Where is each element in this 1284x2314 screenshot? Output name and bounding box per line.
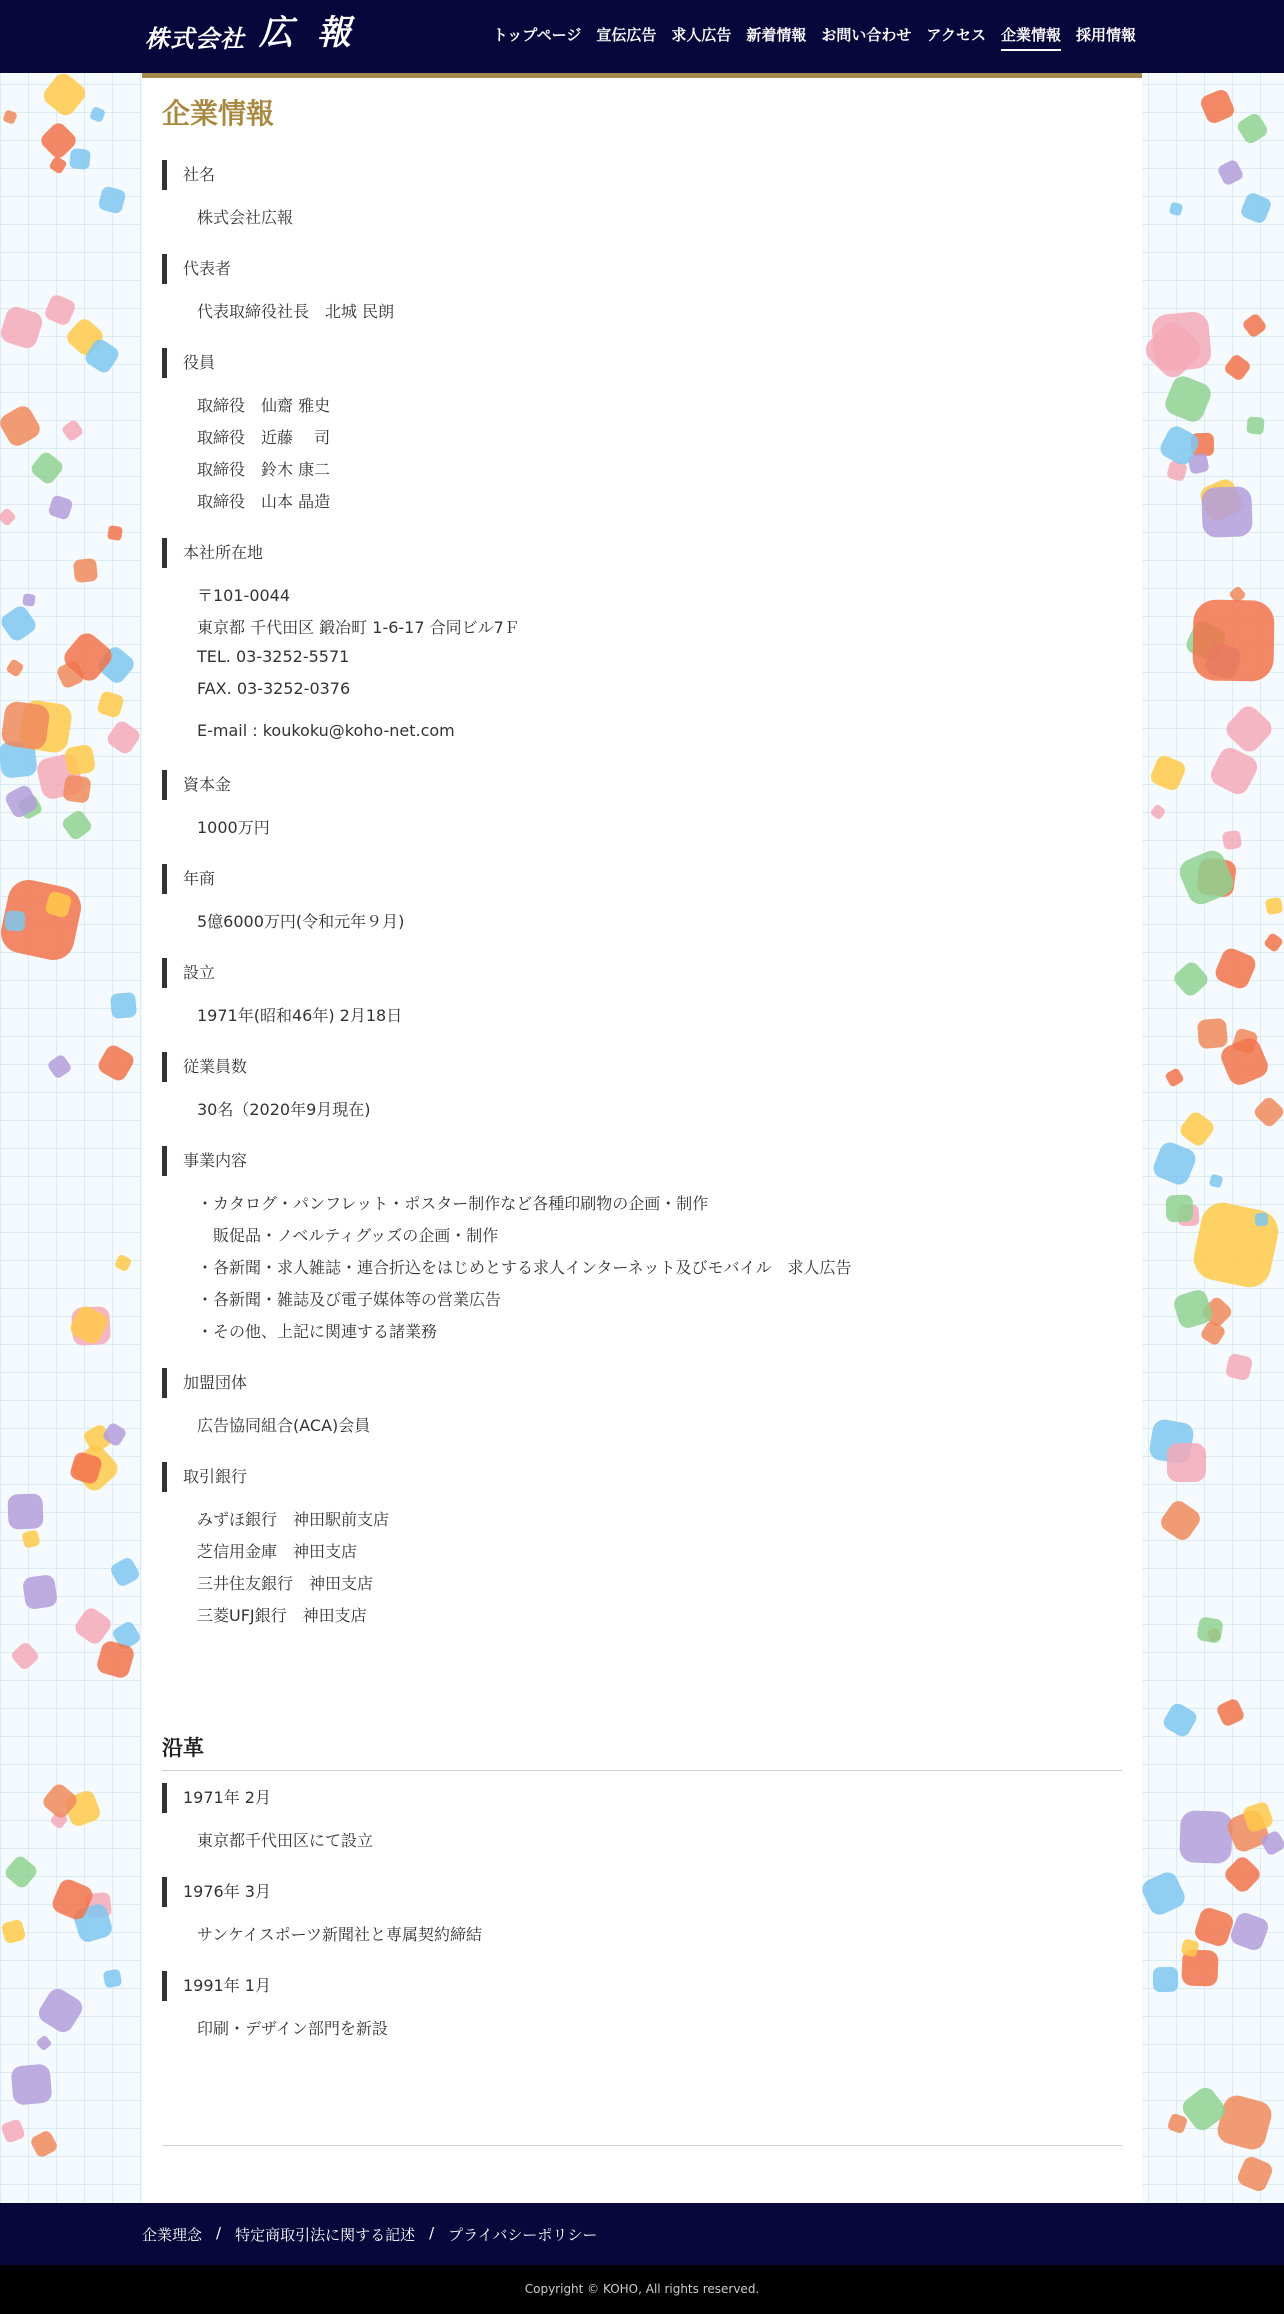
puzzle-piece-icon bbox=[1265, 897, 1284, 916]
puzzle-piece-icon bbox=[35, 1985, 86, 2036]
puzzle-piece-icon bbox=[1177, 1109, 1216, 1148]
postal-code: 〒101-0044 bbox=[197, 586, 291, 605]
puzzle-piece-icon bbox=[96, 1043, 137, 1084]
label-officers: 役員 bbox=[162, 348, 215, 378]
puzzle-piece-icon bbox=[73, 558, 98, 583]
puzzle-piece-icon bbox=[1215, 1697, 1246, 1728]
officer-item: 取締役 山本 晶造 bbox=[197, 492, 331, 511]
footer-link-privacy[interactable]: プライバシーポリシー bbox=[448, 2226, 598, 2244]
puzzle-piece-icon bbox=[1254, 1212, 1268, 1226]
history-divider bbox=[162, 1770, 1122, 1771]
puzzle-piece-icon bbox=[0, 304, 45, 351]
global-nav bbox=[478, 24, 1136, 51]
business-item: ・各新聞・求人雑誌・連合折込をはじめとする求人インターネット及びモバイル 求人広告 bbox=[197, 1258, 852, 1277]
puzzle-piece-icon bbox=[1207, 744, 1261, 798]
puzzle-piece-icon bbox=[105, 719, 143, 757]
label-company-name: 社名 bbox=[162, 160, 215, 190]
label-founded: 設立 bbox=[162, 958, 215, 988]
label-business: 事業内容 bbox=[162, 1146, 247, 1176]
puzzle-piece-icon bbox=[48, 155, 67, 174]
label-representative: 代表者 bbox=[162, 254, 231, 284]
puzzle-piece-icon bbox=[1162, 373, 1214, 425]
puzzle-piece-icon bbox=[21, 1529, 40, 1548]
employee-count: 30名（2020年9月現在) bbox=[197, 1100, 371, 1119]
puzzle-piece-icon bbox=[1167, 2113, 1189, 2135]
puzzle-piece-icon bbox=[0, 700, 51, 751]
puzzle-piece-icon bbox=[96, 690, 125, 719]
puzzle-piece-icon bbox=[1252, 1095, 1284, 1129]
puzzle-piece-icon bbox=[1201, 486, 1253, 538]
puzzle-piece-icon bbox=[89, 106, 106, 123]
site-logo[interactable] bbox=[145, 14, 375, 54]
label-employees: 従業員数 bbox=[162, 1052, 247, 1082]
puzzle-piece-icon bbox=[40, 70, 89, 119]
representative: 代表取締役社長 北城 民朗 bbox=[197, 302, 395, 321]
puzzle-piece-icon bbox=[60, 808, 94, 842]
footer-nav bbox=[0, 2203, 1284, 2265]
logo-name: 広報 bbox=[259, 13, 375, 53]
puzzle-piece-icon bbox=[4, 910, 25, 931]
puzzle-piece-icon bbox=[114, 1254, 133, 1273]
nav-item-top[interactable]: トップページ bbox=[492, 26, 582, 44]
puzzle-piece-icon bbox=[1161, 1701, 1199, 1739]
nav-item-access[interactable]: アクセス bbox=[926, 26, 986, 44]
bank-item: 三菱UFJ銀行 神田支店 bbox=[197, 1606, 367, 1625]
puzzle-piece-icon bbox=[10, 2063, 52, 2105]
copyright: Copyright © KOHO, All rights reserved. bbox=[0, 2265, 1284, 2314]
bank-item: みずほ銀行 神田駅前支店 bbox=[197, 1510, 390, 1529]
main-content bbox=[142, 73, 1142, 2203]
puzzle-piece-icon bbox=[0, 507, 17, 527]
puzzle-piece-icon bbox=[1235, 2154, 1274, 2193]
puzzle-piece-icon bbox=[1193, 1906, 1236, 1949]
puzzle-piece-icon bbox=[1241, 312, 1268, 339]
puzzle-piece-icon bbox=[1228, 1910, 1270, 1952]
puzzle-piece-icon bbox=[1164, 1067, 1184, 1087]
puzzle-piece-icon bbox=[2, 109, 18, 125]
tel-number: TEL. 03-3252-5571 bbox=[197, 647, 350, 666]
puzzle-piece-icon bbox=[1198, 87, 1236, 125]
fax-number: FAX. 03-3252-0376 bbox=[197, 679, 351, 698]
history-title: 沿革 bbox=[162, 1736, 204, 1760]
puzzle-piece-icon bbox=[1196, 1616, 1224, 1644]
puzzle-piece-icon bbox=[1222, 830, 1242, 850]
puzzle-piece-icon bbox=[3, 1854, 40, 1891]
site-header bbox=[0, 0, 1284, 73]
officer-item: 取締役 鈴木 康二 bbox=[197, 460, 331, 479]
puzzle-piece-icon bbox=[0, 403, 43, 449]
puzzle-piece-icon bbox=[107, 525, 123, 541]
puzzle-piece-icon bbox=[103, 1969, 123, 1989]
puzzle-piece-icon bbox=[22, 1574, 58, 1610]
puzzle-piece-icon bbox=[1176, 847, 1238, 909]
label-capital: 資本金 bbox=[162, 770, 231, 800]
puzzle-piece-icon bbox=[1190, 1199, 1283, 1292]
label-address: 本社所在地 bbox=[162, 538, 263, 568]
nav-item-news[interactable]: 新着情報 bbox=[746, 26, 807, 44]
puzzle-piece-icon bbox=[0, 603, 39, 643]
puzzle-piece-icon bbox=[1158, 1498, 1204, 1544]
business-item: ・各新聞・雑誌及び電子媒体等の営業広告 bbox=[197, 1290, 502, 1309]
footer-separator: / bbox=[429, 2224, 435, 2242]
puzzle-piece-icon bbox=[1150, 804, 1167, 821]
history-event: 印刷・デザイン部門を新設 bbox=[197, 2019, 388, 2038]
footer-links bbox=[142, 2224, 597, 2245]
puzzle-piece-icon bbox=[0, 2118, 26, 2144]
annual-sales: 5億6000万円(令和元年９月) bbox=[197, 912, 405, 931]
puzzle-piece-icon bbox=[47, 494, 73, 520]
puzzle-piece-icon bbox=[1223, 353, 1252, 382]
puzzle-piece-icon bbox=[110, 992, 137, 1019]
content-bottom-divider bbox=[162, 2145, 1122, 2146]
puzzle-piece-icon bbox=[1179, 1810, 1233, 1864]
puzzle-piece-icon bbox=[61, 419, 85, 443]
puzzle-piece-icon bbox=[29, 450, 66, 487]
puzzle-piece-icon bbox=[62, 774, 91, 803]
puzzle-piece-icon bbox=[1213, 946, 1259, 992]
puzzle-piece-icon bbox=[36, 2035, 53, 2052]
history-date: 1991年 1月 bbox=[162, 1971, 271, 2001]
puzzle-piece-icon bbox=[1214, 2092, 1274, 2152]
bank-item: 三井住友銀行 神田支店 bbox=[197, 1574, 374, 1593]
company-name: 株式会社広報 bbox=[197, 208, 294, 227]
bank-item: 芝信用金庫 神田支店 bbox=[197, 1542, 358, 1561]
puzzle-piece-icon bbox=[1153, 1967, 1178, 1992]
page-title: 企業情報 bbox=[162, 97, 275, 130]
business-item: ・カタログ・パンフレット・ポスター制作など各種印刷物の企画・制作 bbox=[197, 1194, 709, 1213]
nav-item-contact[interactable]: お問い合わせ bbox=[821, 26, 912, 44]
puzzle-piece-icon bbox=[1222, 1854, 1263, 1895]
puzzle-piece-icon bbox=[1216, 158, 1244, 186]
puzzle-piece-icon bbox=[1169, 202, 1184, 217]
nav-item-company[interactable]: 企業情報 bbox=[1001, 24, 1061, 51]
puzzle-piece-icon bbox=[1192, 599, 1274, 681]
puzzle-piece-icon bbox=[97, 185, 126, 214]
puzzle-decoration-left bbox=[0, 73, 142, 2203]
label-associations: 加盟団体 bbox=[162, 1368, 247, 1398]
label-banks: 取引銀行 bbox=[162, 1462, 247, 1492]
puzzle-piece-icon bbox=[1150, 1139, 1198, 1187]
puzzle-piece-icon bbox=[1246, 416, 1264, 434]
puzzle-piece-icon bbox=[5, 658, 24, 677]
puzzle-piece-icon bbox=[7, 1493, 43, 1529]
puzzle-piece-icon bbox=[64, 744, 96, 776]
puzzle-piece-icon bbox=[1139, 1869, 1188, 1918]
business-item: ・その他、上記に関連する諸業務 bbox=[197, 1322, 438, 1341]
history-date: 1976年 3月 bbox=[162, 1877, 271, 1907]
footer-link-commerce-law[interactable]: 特定商取引法に関する記述 bbox=[235, 2226, 416, 2244]
puzzle-piece-icon bbox=[1239, 191, 1273, 225]
puzzle-piece-icon bbox=[9, 1640, 40, 1671]
puzzle-decoration-right bbox=[1142, 73, 1284, 2203]
puzzle-piece-icon bbox=[1, 1919, 27, 1945]
puzzle-piece-icon bbox=[1166, 1195, 1193, 1222]
puzzle-piece-icon bbox=[69, 148, 91, 170]
association: 広告協同組合(ACA)会員 bbox=[197, 1416, 371, 1435]
puzzle-piece-icon bbox=[1225, 1353, 1254, 1382]
officer-item: 取締役 仙齋 雅史 bbox=[197, 396, 331, 415]
logo-prefix: 株式会社 bbox=[145, 25, 245, 53]
nav-item-recruit[interactable]: 採用情報 bbox=[1075, 26, 1136, 44]
nav-item-job-ads[interactable]: 求人広告 bbox=[671, 26, 732, 44]
footer-link-philosophy[interactable]: 企業理念 bbox=[142, 2226, 203, 2244]
puzzle-piece-icon bbox=[1235, 111, 1269, 145]
puzzle-piece-icon bbox=[109, 1556, 142, 1589]
history-event: 東京都千代田区にて設立 bbox=[197, 1831, 374, 1850]
nav-item-advertising[interactable]: 宣伝広告 bbox=[596, 26, 657, 44]
puzzle-piece-icon bbox=[1263, 932, 1284, 953]
officer-item: 取締役 近藤 司 bbox=[197, 428, 331, 447]
founded-date: 1971年(昭和46年) 2月18日 bbox=[197, 1006, 403, 1025]
puzzle-piece-icon bbox=[1171, 959, 1211, 999]
history-date: 1971年 2月 bbox=[162, 1783, 271, 1813]
street-address: 東京都 千代田区 鍛冶町 1-6-17 合同ビル7Ｆ bbox=[197, 618, 520, 637]
email-link[interactable]: E-mail : koukoku@koho-net.com bbox=[197, 721, 455, 740]
history-event: サンケイスポーツ新聞社と専属契約締結 bbox=[197, 1925, 482, 1944]
puzzle-piece-icon bbox=[1148, 753, 1187, 792]
capital: 1000万円 bbox=[197, 818, 270, 837]
footer-separator: / bbox=[216, 2224, 222, 2242]
puzzle-piece-icon bbox=[1209, 1174, 1224, 1189]
puzzle-piece-icon bbox=[29, 2129, 59, 2159]
business-item: 販促品・ノベルティグッズの企画・制作 bbox=[197, 1226, 499, 1245]
label-sales: 年商 bbox=[162, 864, 215, 894]
puzzle-piece-icon bbox=[43, 293, 77, 327]
puzzle-piece-icon bbox=[46, 1053, 72, 1079]
puzzle-piece-icon bbox=[22, 593, 35, 606]
puzzle-piece-icon bbox=[1197, 1018, 1228, 1049]
puzzle-piece-icon bbox=[1167, 1443, 1206, 1482]
